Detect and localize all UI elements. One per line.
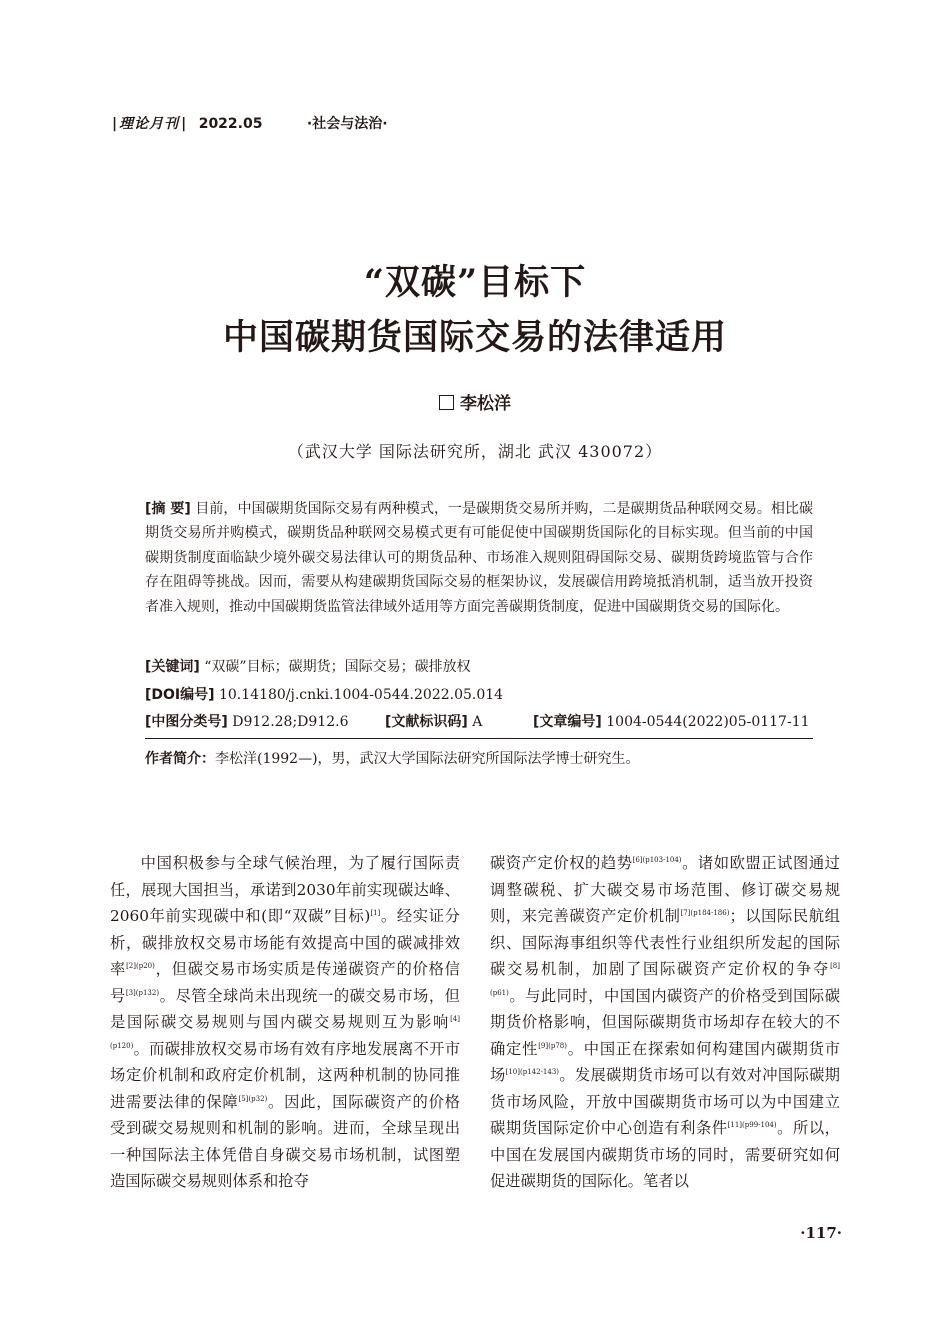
- citation: [5](p32): [238, 1094, 268, 1103]
- body-text: 。发展碳期货市场可以有效对冲国际碳期货市场风险，开放中国碳期货市场可以为中国建立碳期货国际定价中心创造有利条件: [490, 1066, 840, 1137]
- citation: [4](p120): [110, 1014, 460, 1050]
- doi: [145, 684, 813, 704]
- header-bar-right: |: [181, 116, 187, 132]
- body-column-right: [490, 850, 840, 1195]
- header-bar-left: |: [112, 116, 118, 132]
- citation: [10](p142-143): [505, 1067, 560, 1076]
- keywords: [145, 656, 813, 676]
- body-text: 中国积极参与全球气候治理，为了履行国际责任，展现大国担当，承诺到2030年前实现碳达峰、2060年前实现碳中和(即“双碳”目标): [110, 854, 460, 925]
- citation: [6](p103-104): [632, 855, 682, 864]
- abstract-text: 目前，中国碳期货国际交易有两种模式，一是碳期货交易所并购，二是碳期货品种联网交易。相比碳期货交易所并购模式，碳期货品种联网交易模式更有可能促使中国碳期货国际化的目标实现。但当前的中国碳期货制度面临缺少境外碳交易法律认可的期货品种、市场准入规则阻碍国际交易、碳期货跨境监管与合作存在阻碍等挑战。因而，需要从构建碳期货国际交易的框架协议，发展碳信用跨境抵消机制，适当放开投资者准入规则，推动中国碳期货监管法律域外适用等方面完善碳期货制度，促进中国碳期货交易的国际化。: [145, 501, 814, 615]
- abstract: [145, 497, 813, 619]
- citation: [3](p132): [125, 988, 160, 997]
- abstract-divider: [145, 738, 813, 739]
- bio-label: 作者简介：: [145, 751, 215, 767]
- body-text: 。与此同时，中国国内碳资产的价格受到国际碳期货价格影响，但国际碳期货市场却存在较大的不确定性: [490, 986, 840, 1058]
- body-text: 。尽管全球尚未出现统一的碳交易市场，但是国际碳交易规则与国内碳交易规则互为影响: [110, 986, 460, 1031]
- doi-label: [DOI编号]: [145, 687, 215, 703]
- abstract-label: [摘 要]: [145, 501, 191, 517]
- body-text: 。所以，中国在发展国内碳期货市场的同时，需要研究如何促进碳期货的国际化。笔者以: [490, 1119, 840, 1190]
- keywords-label: [关键词]: [145, 659, 200, 675]
- citation: [8](p61): [490, 961, 840, 997]
- body-text: 。经实证分析，碳排放权交易市场能有效提高中国的碳减排效率: [110, 907, 460, 978]
- clc-text: D912.28;D912.6: [232, 714, 349, 730]
- body-text: 。中国正在探索如何构建国内碳期货市场: [490, 1039, 840, 1084]
- document-code: [385, 711, 482, 731]
- body-column-left: [110, 850, 460, 1195]
- body-text: 。而碳排放权交易市场有效有序地发展离不开市场定价机制和政府定价机制，这两种机制的协同推进需要法律的保障: [110, 1039, 460, 1111]
- article-title-line2: 中国碳期货国际交易的法律适用: [222, 317, 727, 358]
- body-text: 碳资产定价权的趋势: [490, 854, 633, 872]
- citation: [7](p184-186): [680, 908, 730, 917]
- citation: [9](p78): [538, 1041, 567, 1050]
- article-title-line1: “双碳”目标下: [363, 262, 587, 303]
- bio-text: 李松洋(1992—)，男，武汉大学国际法研究所国际法学博士研究生。: [215, 751, 640, 767]
- article-no-text: 1004-0544(2022)05-0117-11: [606, 714, 810, 730]
- doi-text: 10.14180/j.cnki.1004-0544.2022.05.014: [218, 687, 504, 703]
- body-text: ，但碳交易市场实质是传递碳资产的价格信号: [110, 960, 460, 1005]
- running-header: [110, 113, 388, 133]
- doc-code-label: [文献标识码]: [385, 714, 468, 730]
- author-bio: [145, 748, 813, 768]
- body-text: 。因此，国际碳资产的价格受到碳交易规则和机制的影响。进而，全球呈现出一种国际法主体凭借自身碳交易市场机制，试图塑造国际碳交易规则体系和抢夺: [110, 1092, 460, 1190]
- author-name: 李松洋: [460, 394, 511, 414]
- body-text: ；以国际民航组织、国际海事组织等代表性行业组织所发起的国际碳交易机制，加剧了国际碳资产定价权的争夺: [490, 907, 840, 978]
- author-box-icon: [439, 395, 454, 410]
- body-text: 。诸如欧盟正试图通过调整碳税、扩大碳交易市场范围、修订碳交易规则，来完善碳资产定价机制: [490, 854, 840, 925]
- journal-issue: 2022.05: [198, 116, 263, 132]
- author-affiliation: （武汉大学 国际法研究所，湖北 武汉 430072）: [287, 442, 663, 461]
- clc-label: [中图分类号]: [145, 714, 228, 730]
- citation: [11](p99-104): [727, 1120, 777, 1129]
- doc-code-text: A: [472, 714, 483, 730]
- journal-name: 理论月刊: [119, 116, 180, 132]
- article-number: [533, 711, 810, 731]
- keywords-text: “双碳”目标；碳期货；国际交易；碳排放权: [204, 659, 471, 675]
- page-number: ·117·: [800, 1224, 842, 1242]
- citation: [1]: [370, 908, 381, 917]
- citation: [2](p20): [126, 961, 155, 970]
- article-no-label: [文章编号]: [533, 714, 602, 730]
- clc-number: [145, 711, 348, 731]
- body-paragraph: [490, 850, 840, 1195]
- body-paragraph: [110, 850, 460, 1195]
- author-line: [0, 389, 950, 414]
- journal-section: ·社会与法治·: [306, 116, 388, 132]
